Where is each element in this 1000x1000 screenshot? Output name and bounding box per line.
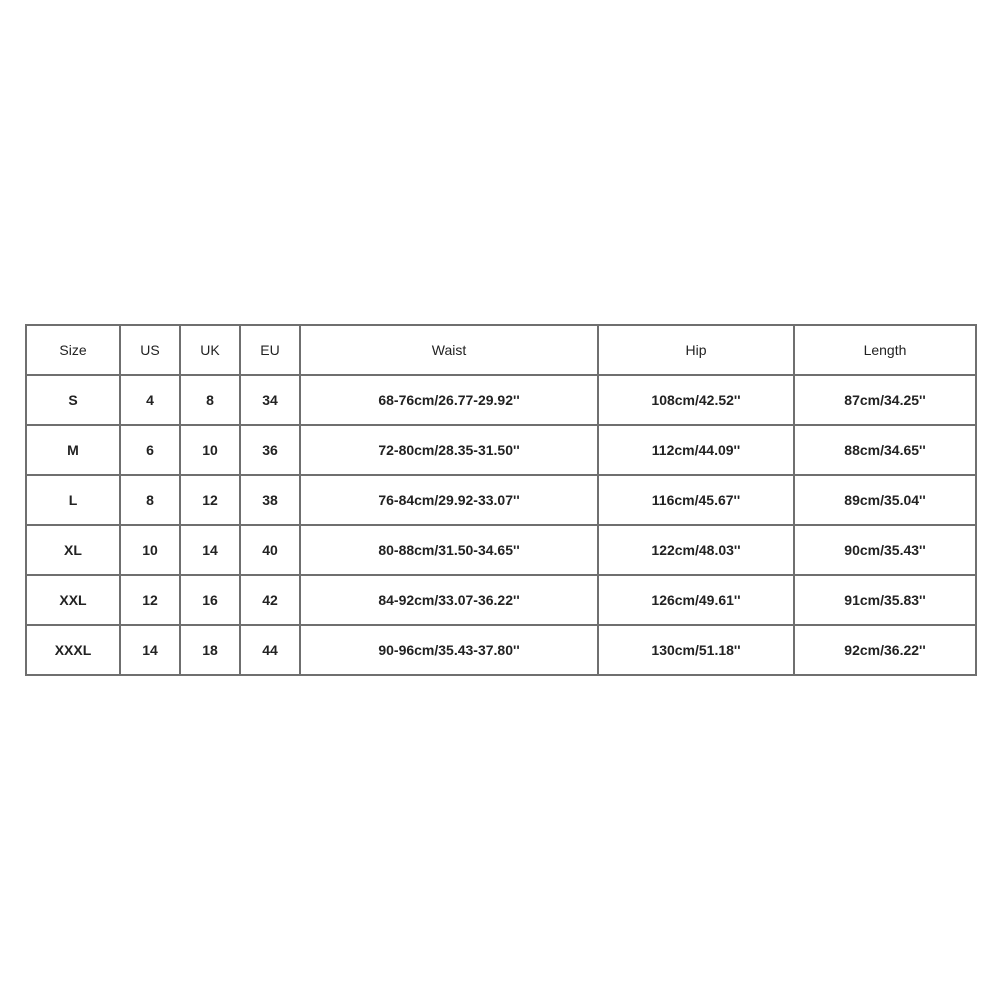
cell-size: XXXL [26,625,120,675]
cell-length: 87cm/34.25'' [794,375,976,425]
table-row [26,475,976,525]
cell-uk: 14 [180,525,240,575]
size-chart-table [25,324,977,676]
cell-hip: 112cm/44.09'' [598,425,794,475]
header-us: US [120,325,180,375]
header-size: Size [26,325,120,375]
header-waist: Waist [300,325,598,375]
size-chart-body [26,375,976,675]
header-uk: UK [180,325,240,375]
cell-us: 14 [120,625,180,675]
cell-eu: 40 [240,525,300,575]
cell-hip: 122cm/48.03'' [598,525,794,575]
table-row [26,425,976,475]
header-eu: EU [240,325,300,375]
cell-us: 12 [120,575,180,625]
cell-length: 90cm/35.43'' [794,525,976,575]
cell-size: XL [26,525,120,575]
cell-length: 92cm/36.22'' [794,625,976,675]
table-row [26,575,976,625]
cell-eu: 34 [240,375,300,425]
cell-us: 10 [120,525,180,575]
cell-uk: 18 [180,625,240,675]
cell-length: 88cm/34.65'' [794,425,976,475]
size-chart-header [26,325,976,375]
cell-waist: 90-96cm/35.43-37.80'' [300,625,598,675]
cell-waist: 76-84cm/29.92-33.07'' [300,475,598,525]
header-row [26,325,976,375]
header-length: Length [794,325,976,375]
table-row [26,625,976,675]
cell-uk: 10 [180,425,240,475]
cell-eu: 42 [240,575,300,625]
cell-eu: 38 [240,475,300,525]
cell-waist: 68-76cm/26.77-29.92'' [300,375,598,425]
cell-us: 6 [120,425,180,475]
cell-eu: 36 [240,425,300,475]
cell-hip: 126cm/49.61'' [598,575,794,625]
table-row [26,525,976,575]
cell-size: S [26,375,120,425]
cell-waist: 80-88cm/31.50-34.65'' [300,525,598,575]
cell-hip: 108cm/42.52'' [598,375,794,425]
header-hip: Hip [598,325,794,375]
cell-eu: 44 [240,625,300,675]
cell-hip: 116cm/45.67'' [598,475,794,525]
cell-uk: 8 [180,375,240,425]
cell-hip: 130cm/51.18'' [598,625,794,675]
cell-uk: 12 [180,475,240,525]
cell-length: 89cm/35.04'' [794,475,976,525]
table-row [26,375,976,425]
cell-waist: 84-92cm/33.07-36.22'' [300,575,598,625]
cell-uk: 16 [180,575,240,625]
cell-length: 91cm/35.83'' [794,575,976,625]
cell-us: 8 [120,475,180,525]
cell-size: M [26,425,120,475]
cell-waist: 72-80cm/28.35-31.50'' [300,425,598,475]
cell-size: L [26,475,120,525]
cell-us: 4 [120,375,180,425]
cell-size: XXL [26,575,120,625]
